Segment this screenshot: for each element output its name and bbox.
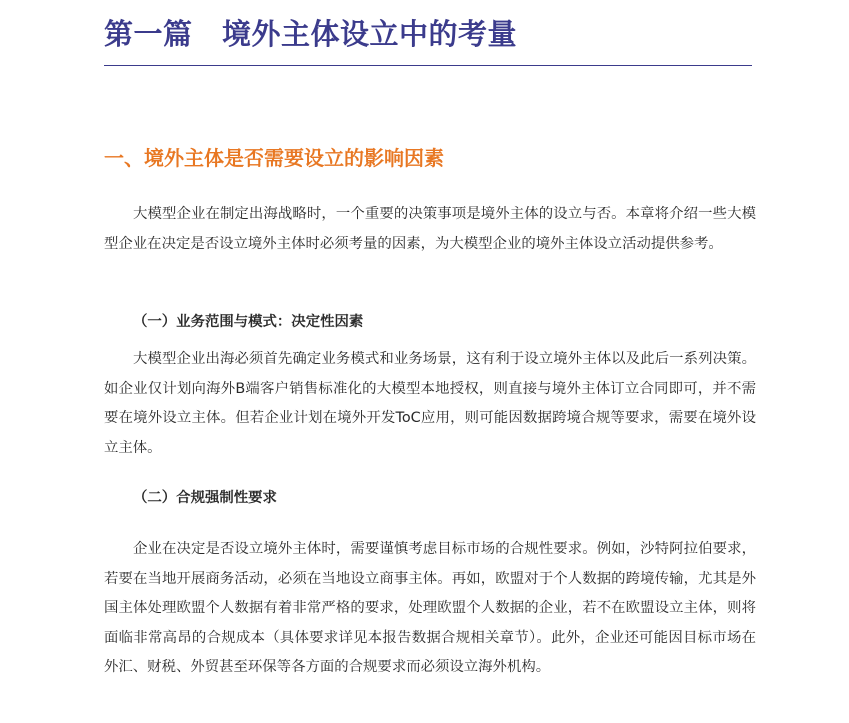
- subsection-paragraph-business-scope: 大模型企业出海必须首先确定业务模式和业务场景，这有利于设立境外主体以及此后一系列决策。如企业仅计划向海外B端客户销售标准化的大模型本地授权，则直接与境外主体订立合同即可，并不需要在境外设立主体。但若企业计划在境外开发ToC应用，则可能因数据跨境合规等要求，需要在境外设立主体。: [104, 351, 756, 456]
- part-title: 第一篇 境外主体设立中的考量: [104, 17, 518, 51]
- subsection-heading-compliance: （二）合规强制性要求: [133, 490, 277, 506]
- title-underline-divider: [104, 65, 752, 66]
- intro-paragraph: 大模型企业在制定出海战略时，一个重要的决策事项是境外主体的设立与否。本章将介绍一些大模型企业在决定是否设立境外主体时必须考量的因素，为大模型企业的境外主体设立活动提供参考。: [104, 206, 756, 252]
- section-title: 一、境外主体是否需要设立的影响因素: [104, 146, 444, 170]
- subsection-heading-business-scope: （一）业务范围与模式：决定性因素: [133, 314, 364, 330]
- subsection-paragraph-compliance: 企业在决定是否设立境外主体时，需要谨慎考虑目标市场的合规性要求。例如，沙特阿拉伯要求，若要在当地开展商务活动，必须在当地设立商事主体。再如，欧盟对于个人数据的跨境传输，尤其是外国主体处理欧盟个人数据有着非常严格的要求，处理欧盟个人数据的企业，若不在欧盟设立主体，则将面临非常高昂的合规成本（具体要求详见本报告数据合规相关章节）。此外，企业还可能因目标市场在外汇、财税、外贸甚至环保等各方面的合规要求而必须设立海外机构。: [104, 541, 756, 675]
